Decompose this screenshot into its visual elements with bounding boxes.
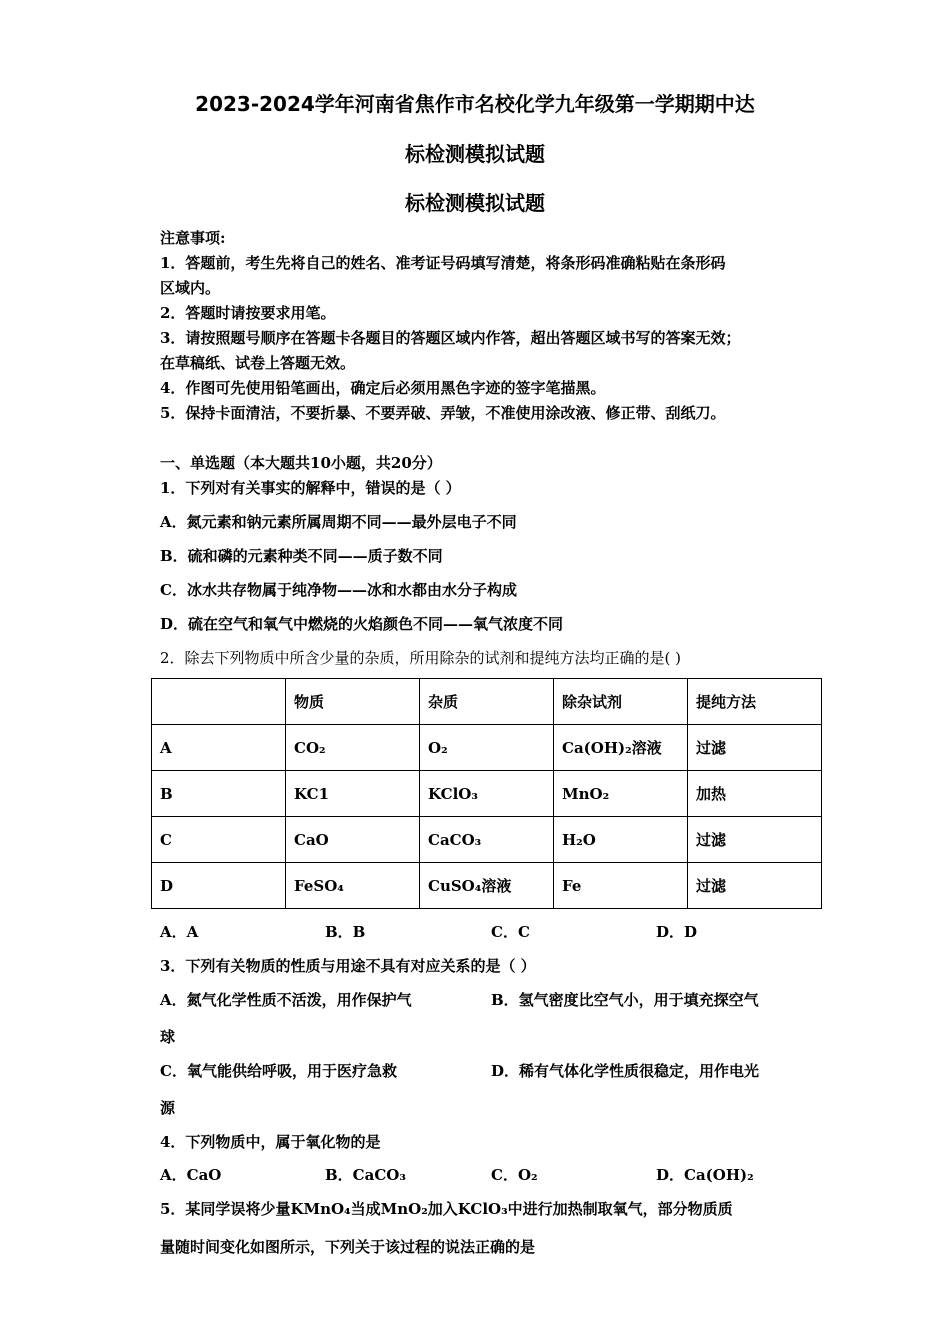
question-4-option-a: A．CaO <box>160 1166 222 1184</box>
table-header-cell <box>152 679 286 725</box>
question-3-option-d: D．稀有气体化学性质很稳定，用作电光 <box>491 1062 760 1080</box>
question-4-stem: 4．下列物质中，属于氧化物的是 <box>160 1133 381 1151</box>
table-cell: 加热 <box>688 771 822 817</box>
question-3-option-d-continued: 源 <box>160 1099 176 1117</box>
table-header-cell: 除杂试剂 <box>554 679 688 725</box>
exam-title-line-1: 2023-2024学年河南省焦作市名校化学九年级第一学期期中达 <box>195 92 755 116</box>
note-item: 在草稿纸、试卷上答题无效。 <box>160 354 356 372</box>
table-cell: 过滤 <box>688 817 822 863</box>
question-3-option-b: B．氢气密度比空气小，用于填充探空气 <box>491 991 759 1009</box>
table-row <box>152 725 822 771</box>
question-2-option-a: A．A <box>160 923 199 941</box>
question-2-option-c: C．C <box>491 923 530 941</box>
note-item: 3．请按照题号顺序在答题卡各题目的答题区域内作答，超出答题区域书写的答案无效； <box>160 329 741 347</box>
note-item: 1．答题前，考生先将自己的姓名、准考证号码填写清楚，将条形码准确粘贴在条形码 <box>160 254 726 272</box>
question-3-option-b-continued: 球 <box>160 1028 176 1046</box>
question-4-option-b: B．CaCO₃ <box>325 1166 406 1184</box>
exam-title-line-2: 标检测模拟试题 <box>405 142 545 166</box>
table-cell: CaCO₃ <box>420 817 554 863</box>
question-5-stem-line-1: 5．某同学误将少量KMnO₄当成MnO₂加入KClO₃中进行加热制取氧气，部分物质质 <box>160 1200 733 1218</box>
table-cell: A <box>152 725 286 771</box>
table-cell: CuSO₄溶液 <box>420 863 554 909</box>
table-cell: FeSO₄ <box>286 863 420 909</box>
question-2-stem: 2．除去下列物质中所含少量的杂质，所用除杂的试剂和提纯方法均正确的是( ) <box>160 649 682 667</box>
question-5-stem-line-2: 量随时间变化如图所示，下列关于该过程的说法正确的是 <box>160 1238 536 1256</box>
table-cell: O₂ <box>420 725 554 771</box>
question-4-option-c: C．O₂ <box>491 1166 538 1184</box>
notes-heading: 注意事项: <box>160 229 226 247</box>
note-item: 区域内。 <box>160 279 221 297</box>
question-3-option-a: A．氮气化学性质不活泼，用作保护气 <box>160 991 412 1009</box>
exam-title-line-3: 标检测模拟试题 <box>405 191 545 215</box>
question-1-option-d: D．硫在空气和氧气中燃烧的火焰颜色不同——氧气浓度不同 <box>160 615 564 633</box>
table-row <box>152 817 822 863</box>
question-2-option-d: D．D <box>656 923 698 941</box>
note-item: 4．作图可先使用铅笔画出，确定后必须用黑色字迹的签字笔描黑。 <box>160 379 606 397</box>
table-row <box>152 863 822 909</box>
table-cell: KClO₃ <box>420 771 554 817</box>
table-cell: CaO <box>286 817 420 863</box>
question-1-option-c: C．冰水共存物属于纯净物——冰和水都由水分子构成 <box>160 581 517 599</box>
question-3-option-c: C．氧气能供给呼吸，用于医疗急救 <box>160 1062 397 1080</box>
question-1-stem: 1．下列对有关事实的解释中，错误的是（ ） <box>160 479 461 497</box>
table-cell: Ca(OH)₂溶液 <box>554 725 688 771</box>
table-cell: C <box>152 817 286 863</box>
table-cell: MnO₂ <box>554 771 688 817</box>
question-4-option-d: D．Ca(OH)₂ <box>656 1166 754 1184</box>
table-cell: KC1 <box>286 771 420 817</box>
table-header-cell: 杂质 <box>420 679 554 725</box>
note-item: 5．保持卡面清洁，不要折暴、不要弄破、弄皱，不准使用涂改液、修正带、刮纸刀。 <box>160 404 726 422</box>
question-2-table <box>151 678 822 909</box>
table-cell: B <box>152 771 286 817</box>
table-header-cell: 提纯方法 <box>688 679 822 725</box>
table-header-cell: 物质 <box>286 679 420 725</box>
question-2-option-b: B．B <box>325 923 366 941</box>
table-row <box>152 771 822 817</box>
question-1-option-a: A．氮元素和钠元素所属周期不同——最外层电子不同 <box>160 513 517 531</box>
note-item: 2．答题时请按要求用笔。 <box>160 304 336 322</box>
table-cell: 过滤 <box>688 863 822 909</box>
table-cell: 过滤 <box>688 725 822 771</box>
section-heading: 一、单选题（本大题共10小题，共20分） <box>160 454 442 472</box>
table-cell: CO₂ <box>286 725 420 771</box>
question-1-option-b: B．硫和磷的元素种类不同——质子数不同 <box>160 547 443 565</box>
table-cell: Fe <box>554 863 688 909</box>
table-cell: D <box>152 863 286 909</box>
table-header-row <box>152 679 822 725</box>
table-cell: H₂O <box>554 817 688 863</box>
question-3-stem: 3．下列有关物质的性质与用途不具有对应关系的是（ ） <box>160 957 536 975</box>
